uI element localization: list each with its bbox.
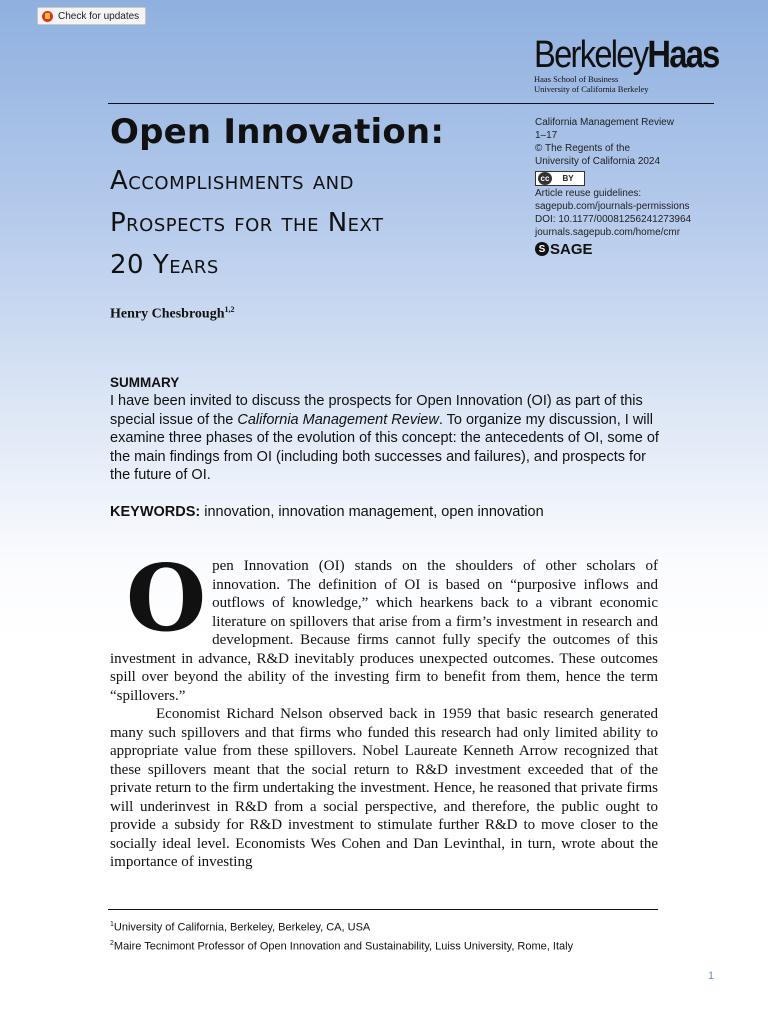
footnote: [110, 917, 670, 936]
logo-sub2: University of California Berkeley: [534, 84, 649, 94]
dropcap: O: [126, 544, 207, 652]
logo-part1: Berkeley: [534, 34, 648, 76]
summary-after: . To organize my discussion, I will examine three phases of the evolution of this concept: the antecedents of OI, some of the main findings from OI (including both successes and failures), and prospects for the future of OI.: [110, 411, 659, 483]
footnote-text: University of California, Berkeley, Berkeley, CA, USA: [113, 921, 371, 934]
author-name-text: Henry Chesbrough: [110, 306, 225, 322]
subtitle-line: Accomplishments and: [110, 166, 354, 196]
footnote: [110, 936, 670, 955]
paragraph-2: Economist Richard Nelson observed back in 1959 that basic research generated many such spillovers and that firms who funded this research had only limited ability to appropriate value from these spillovers. Nobel Laureate Kenneth Arrow recognized that these spillovers meant that the social return to R&D investment exceeded that of the private return to the firm undertaking the investment. Hence, he reasoned that private firms will underinvest in R&D from a social perspective, and therefore, the public ought to provide a subsidy for R&D investment to stimulate further R&D to move closer to the socially ideal level. Economists Wes Cohen and Dan Levinthal, in turn, wrote about the importance of investing: [110, 706, 658, 870]
page-number: 1: [708, 970, 715, 982]
footnote-num: 1: [110, 921, 114, 928]
paragraph: [110, 544, 658, 705]
sage-logo: [535, 242, 715, 256]
sage-label: SAGE: [550, 240, 593, 258]
subtitle-line: 20 Years: [110, 250, 219, 280]
by-icon: BY: [562, 174, 574, 183]
reuse-label: Article reuse guidelines:: [535, 188, 642, 199]
author-name: [110, 305, 234, 323]
footnotes: [110, 917, 670, 954]
check-for-updates-label: Check for updates: [58, 10, 140, 22]
copyright-line: © The Regents of the: [535, 143, 631, 154]
keywords: [110, 503, 670, 521]
berkeley-haas-logo: [534, 34, 719, 94]
summary-text: [110, 392, 660, 485]
article-body: [110, 544, 658, 872]
copyright-line: University of California 2024: [535, 156, 661, 167]
paragraph-1-text: pen Innovation (OI) stands on the shoulders of other scholars of innovation. The definition of OI is based on “purposive inflows and outflows of knowledge,” which hearkens back to a vibrant economic literature on spillovers that arise from a firm’s investment in research and development. Because firms cannot fully specify the outcomes of this investment in advance, R&D inevitably produces unexpected outcomes. These outcomes spill over beyond the ability of the investing firm to benefit from them, hence the term “spillovers.”: [110, 558, 658, 704]
logo-part2: Haas: [647, 34, 719, 76]
sage-s-icon: S: [535, 242, 549, 256]
subtitle-line: Prospects for the Next: [110, 208, 384, 238]
cc-by-license-icon[interactable]: [535, 171, 585, 186]
reuse-link[interactable]: sagepub.com/journals-permissions: [535, 201, 690, 212]
journal-name: California Management Review: [535, 117, 674, 128]
summary-journal: California Management Review: [237, 411, 439, 428]
page-range: 1–17: [535, 130, 558, 141]
keywords-text: innovation, innovation management, open innovation: [204, 504, 544, 520]
check-for-updates-button[interactable]: [37, 7, 146, 25]
cc-icon: cc: [538, 172, 552, 185]
footnote-text: Maire Tecnimont Professor of Open Innovation and Sustainability, Luiss University, Rome, Italy: [113, 940, 574, 953]
author-affiliations: 1,2: [224, 305, 235, 314]
article-subtitle: [110, 160, 510, 286]
logo-sub1: Haas School of Business: [534, 74, 619, 84]
article-title: Open Innovation:: [110, 112, 445, 152]
doi[interactable]: DOI: 10.1177/00081256241273964: [535, 214, 692, 225]
keywords-label: KEYWORDS:: [110, 504, 201, 520]
journal-metadata: [535, 116, 715, 256]
summary-before: I have been invited to discuss the prospects for Open Innovation (OI) as part of this special issue of the: [110, 393, 643, 428]
footnote-num: 2: [110, 939, 114, 947]
crossmark-icon: [42, 11, 53, 22]
footnote-rule: [108, 909, 658, 910]
journal-link[interactable]: journals.sagepub.com/home/cmr: [535, 227, 681, 238]
summary-heading: SUMMARY: [110, 375, 180, 390]
header-rule: [108, 103, 714, 104]
